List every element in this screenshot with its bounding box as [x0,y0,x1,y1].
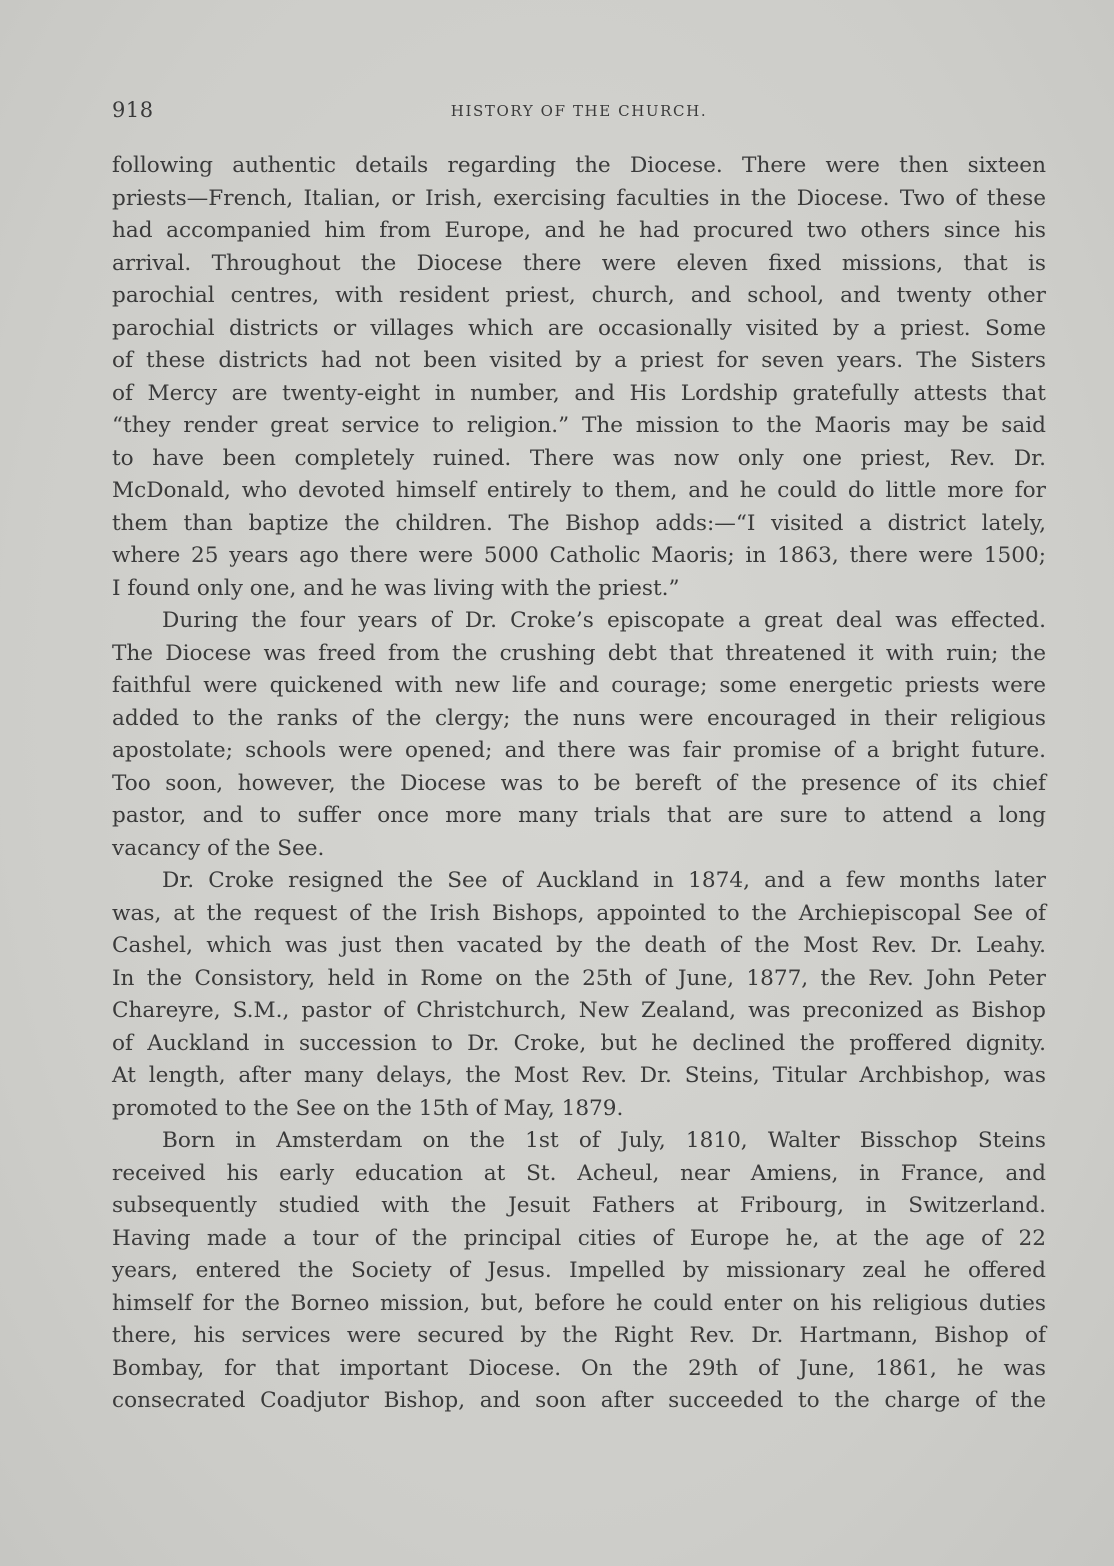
page-header [112,98,1046,128]
text-line: apostolate; schools were opened; and there was fair promise of a bright future. [112,738,1046,763]
text-line: of these districts had not been visited by a priest for seven years. The Sisters [112,348,1046,373]
text-line: had accompanied him from Europe, and he had procured two others since his [112,218,1046,243]
text-line: consecrated Coadjutor Bishop, and soon after succeeded to the charge of the [112,1388,1046,1413]
text-line: I found only one, and he was living with the priest.” [112,575,680,601]
text-line: Chareyre, S.M., pastor of Christchurch, New Zealand, was preconized as Bishop [112,998,1046,1023]
text-line: Bombay, for that important Diocese. On the 29th of June, 1861, he was [112,1355,1046,1381]
paragraph [112,150,1046,605]
text-line: Having made a tour of the principal cities of Europe he, at the age of 22 [112,1225,1046,1251]
text-line: At length, after many delays, the Most Rev. Dr. Steins, Titular Archbishop, was [112,1063,1046,1088]
paragraph [112,605,1046,865]
page-number: 918 [112,98,154,122]
text-line: where 25 years ago there were 5000 Catholic Maoris; in 1863, there were 1500; [112,543,1046,568]
text-line: received his early education at St. Acheul, near Amiens, in France, and [112,1160,1046,1186]
text-line: arrival. Throughout the Diocese there were eleven fixed missions, that is [112,250,1046,276]
text-line: following authentic details regarding the Diocese. There were then sixteen [112,153,1046,178]
text-line: there, his services were secured by the Right Rev. Dr. Hartmann, Bishop of [112,1323,1046,1348]
text-line: subsequently studied with the Jesuit Fathers at Fribourg, in Switzerland. [112,1193,1046,1218]
text-line: parochial centres, with resident priest, church, and school, and twenty other [112,283,1046,308]
paragraph [112,1125,1046,1418]
text-line: to have been completely ruined. There was now only one priest, Rev. Dr. [112,445,1046,471]
text-line: During the four years of Dr. Croke’s episcopate a great deal was effected. [162,608,1046,633]
text-line: added to the ranks of the clergy; the nuns were encouraged in their religious [112,705,1046,731]
text-line: was, at the request of the Irish Bishops, appointed to the Archiepiscopal See of [112,900,1046,926]
text-line: promoted to the See on the 15th of May, 1879. [112,1095,624,1121]
text-line: them than baptize the children. The Bishop adds:—“I visited a district lately, [112,510,1046,536]
text-line: McDonald, who devoted himself entirely to them, and he could do little more for [112,478,1046,503]
text-line: parochial districts or villages which are occasionally visited by a priest. Some [112,315,1046,341]
text-line: years, entered the Society of Jesus. Impelled by missionary zeal he offered [112,1258,1046,1283]
text-line: of Auckland in succession to Dr. Croke, but he declined the proffered dignity. [112,1030,1046,1056]
text-line: Too soon, however, the Diocese was to be bereft of the presence of its chief [112,770,1046,796]
text-line: Born in Amsterdam on the 1st of July, 1810, Walter Bisschop Steins [162,1128,1046,1153]
running-title: HISTORY OF THE CHURCH. [450,102,708,120]
text-line: In the Consistory, held in Rome on the 25th of June, 1877, the Rev. John Peter [112,965,1046,991]
text-line: priests—French, Italian, or Irish, exercising faculties in the Diocese. Two of these [112,185,1046,211]
text-line: “they render great service to religion.” The mission to the Maoris may be said [112,413,1046,438]
text-line: of Mercy are twenty-eight in number, and His Lordship gratefully attests that [112,380,1046,406]
text-line: The Diocese was freed from the crushing debt that threatened it with ruin; the [112,640,1046,666]
text-line: Cashel, which was just then vacated by the death of the Most Rev. Dr. Leahy. [112,933,1046,958]
text-line: faithful were quickened with new life and courage; some energetic priests were [112,673,1046,698]
text-line: pastor, and to suffer once more many trials that are sure to attend a long [112,803,1046,828]
text-line: vacancy of the See. [112,835,325,861]
body-text [112,150,1046,1418]
paragraph [112,865,1046,1125]
text-line: Dr. Croke resigned the See of Auckland in 1874, and a few months later [162,868,1046,893]
text-line: himself for the Borneo mission, but, before he could enter on his religious duties [112,1290,1046,1316]
